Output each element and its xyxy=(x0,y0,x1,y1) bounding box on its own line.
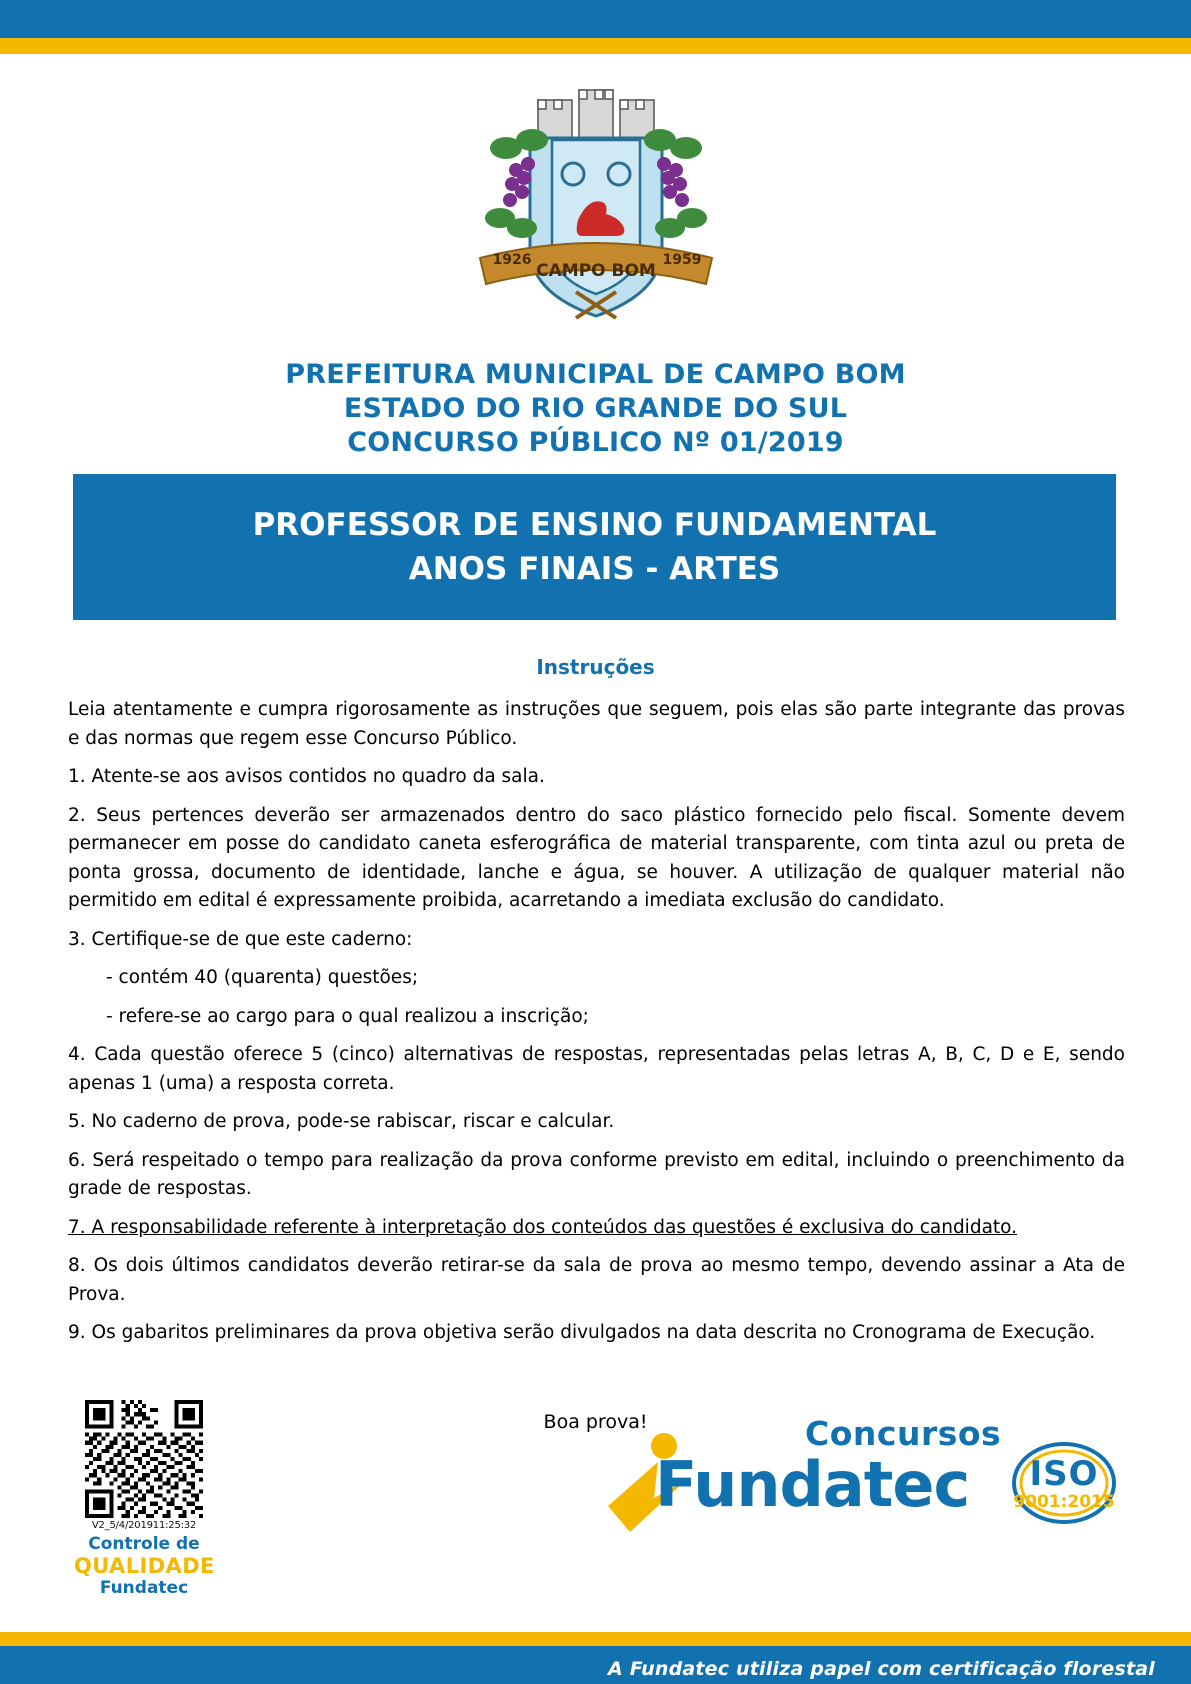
instruction-6: 6. Será respeitado o tempo para realização da prova conforme previsto em edital, incluindo o preenchimento da grade de respostas. xyxy=(68,1149,1125,1199)
svg-text:1926: 1926 xyxy=(492,252,531,268)
top-yellow-bar xyxy=(0,38,1191,54)
svg-text:CAMPO BOM: CAMPO BOM xyxy=(535,261,656,281)
instruction-2: 2. Seus pertences deverão ser armazenados dentro do saco plástico fornecido pelo fiscal. Somente devem permanecer em posse do candidato caneta esferográfica de material transparente, com tinta azul ou preta de ponta grossa, documento de identidade, lanche e água, se houver. A utilização de qualquer material não permitido em edital é expressamente proibida, acarretando a imediata exclusão do candidato. xyxy=(68,804,1125,911)
exam-title-line-2: ANOS FINAIS - ARTES xyxy=(408,551,781,587)
exam-title-line-1: PROFESSOR DE ENSINO FUNDAMENTAL xyxy=(252,507,937,543)
seal-version: V2_5/4/201911:25:32 xyxy=(91,1520,197,1531)
closing-message: Boa prova! xyxy=(543,1411,648,1433)
instruction-3-sub-1: - contém 40 (quarenta) questões; xyxy=(106,967,419,988)
instruction-4: 4. Cada questão oferece 5 (cinco) alternativas de respostas, representadas pelas letras A, B, C, D e E, sendo apenas 1 (uma) a resposta correta. xyxy=(68,1044,1125,1094)
instruction-8: 8. Os dois últimos candidatos deverão retirar-se da sala de prova ao mesmo tempo, devendo assinar a Ata de Prova. xyxy=(68,1255,1125,1305)
instruction-7: 7. A responsabilidade referente à interpretação dos conteúdos das questões é exclusiva do candidato. xyxy=(68,1216,1018,1238)
seal-line-1: Controle de xyxy=(88,1534,200,1554)
iso-badge xyxy=(1010,1440,1118,1526)
top-blue-bar xyxy=(0,0,1191,38)
instruction-3: 3. Certifique-se de que este caderno: xyxy=(68,928,413,950)
bottom-yellow-bar xyxy=(0,1632,1191,1646)
instruction-3-sub-2: - refere-se ao cargo para o qual realizou a inscrição; xyxy=(106,1005,589,1027)
organization-header xyxy=(0,358,1191,460)
iso-sub-label: 9001:2015 xyxy=(1013,1492,1115,1512)
fundatec-concursos-label: Concursos xyxy=(805,1414,1002,1453)
org-line-2: ESTADO DO RIO GRANDE DO SUL xyxy=(343,393,848,424)
instruction-5: 5. No caderno de prova, pode-se rabiscar, riscar e calcular. xyxy=(68,1111,615,1132)
fundatec-name-label: Fundatec xyxy=(655,1448,970,1521)
fundatec-logo xyxy=(600,1408,1002,1538)
svg-text:1959: 1959 xyxy=(662,252,701,268)
quality-seal xyxy=(74,1400,214,1598)
org-line-1: PREFEITURA MUNICIPAL DE CAMPO BOM xyxy=(285,359,906,390)
iso-main-label: ISO xyxy=(1029,1454,1099,1494)
crest-container xyxy=(0,78,1191,328)
paper-certification-note: A Fundatec utiliza papel com certificação florestal xyxy=(608,1658,1155,1680)
exam-title-band xyxy=(73,474,1116,620)
instruction-9: 9. Os gabaritos preliminares da prova objetiva serão divulgados na data descrita no Cronograma de Execução. xyxy=(68,1322,1096,1343)
instructions-heading: Instruções xyxy=(536,655,655,679)
instructions-body xyxy=(68,696,1125,1358)
seal-line-2: QUALIDADE xyxy=(74,1554,215,1578)
instruction-intro: Leia atentamente e cumpra rigorosamente as instruções que seguem, pois elas são parte integrante das provas e das normas que regem esse Concurso Público. xyxy=(68,699,1125,749)
qr-code-icon xyxy=(85,1400,203,1518)
org-line-3: CONCURSO PÚBLICO Nº 01/2019 xyxy=(347,427,844,458)
coat-of-arms-icon xyxy=(460,78,732,324)
instruction-1: 1. Atente-se aos avisos contidos no quadro da sala. xyxy=(68,766,545,787)
seal-line-3: Fundatec xyxy=(99,1578,189,1598)
